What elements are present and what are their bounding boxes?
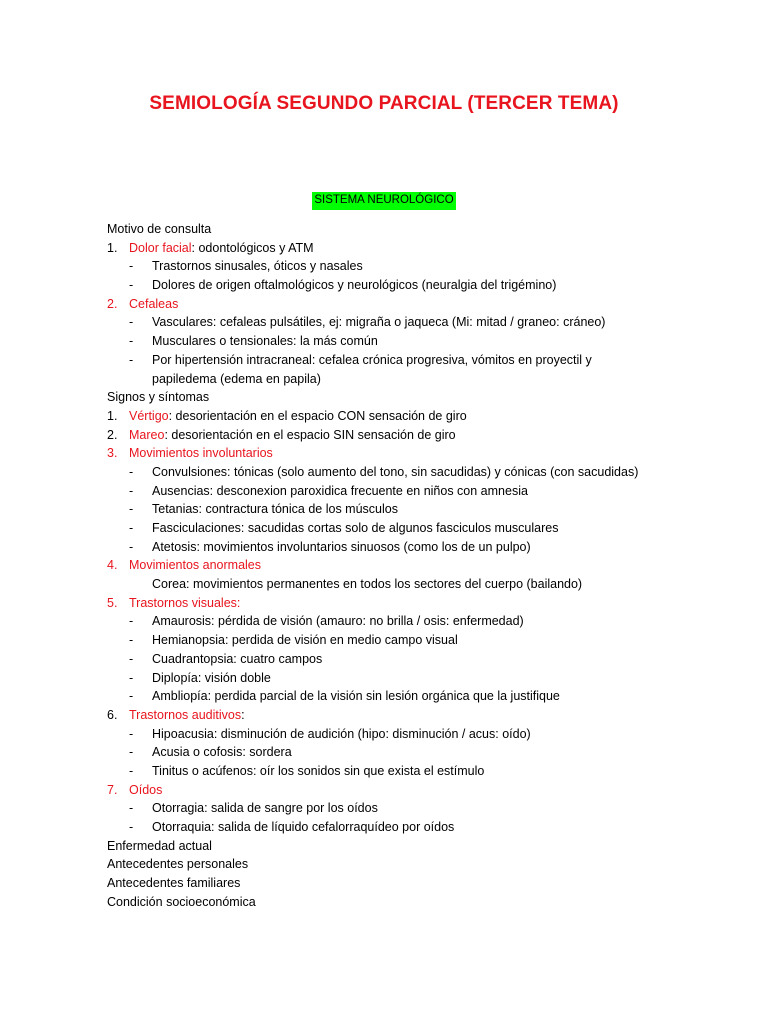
item-number: 1. [107,408,118,423]
motivo-heading: Motivo de consulta [107,222,212,236]
item-label: Trastornos auditivos [129,707,242,722]
section-heading: SISTEMA NEUROLÓGICO [312,192,455,210]
sub-item-text: Dolores de origen oftalmológicos y neurológicos (neuralgia del trigémino) [152,278,557,293]
item-number: 3. [107,446,118,461]
sub-item-plain: Corea: movimientos permanentes en todos los sectores del cuerpo (bailando) [152,577,583,592]
bullet: - [129,539,134,554]
sub-item-text: Atetosis: movimientos involuntarios sinuosos (como los de un pulpo) [152,539,531,554]
bullet: - [129,726,134,741]
sub-item-text: Tinitus o acúfenos: oír los sonidos sin que exista el estímulo [152,763,485,778]
sub-item-text: Por hipertensión intracraneal: cefalea crónica progresiva, vómitos en proyectil y [152,352,592,367]
bullet: - [129,651,134,666]
sub-item-text: Otorragia: salida de sangre por los oídos [152,801,378,816]
signos-heading: Signos y síntomas [107,390,210,405]
sub-item [107,538,707,557]
item-text: : [241,707,245,722]
bullet: - [129,483,134,498]
item-number: 7. [107,782,118,797]
sub-item-text: Amaurosis: pérdida de visión (amauro: no brilla / osis: enfermedad) [152,614,524,629]
sub-item-continuation: papiledema (edema en papila) [152,371,321,386]
item-label: Dolor facial [129,240,192,255]
sub-item [107,762,707,781]
section-heading-wrap [0,192,768,210]
list-item [107,444,707,463]
sub-item [107,332,707,351]
list-item [107,556,707,575]
sub-item [107,257,707,276]
list-item [107,295,707,314]
sub-item-text: Trastornos sinusales, óticos y nasales [152,259,363,274]
item-number: 6. [107,707,118,722]
bullet: - [129,259,134,274]
sub-item-text: Vasculares: cefaleas pulsátiles, ej: migraña o jaqueca (Mi: mitad / graneo: cráneo) [152,315,606,330]
sub-item-text: Tetanias: contractura tónica de los músculos [152,502,398,517]
sub-item-text: Acusia o cofosis: sordera [152,745,292,760]
content-body [107,220,707,911]
bullet: - [129,689,134,704]
bullet: - [129,352,134,367]
list-item [107,239,707,258]
item-label: Movimientos anormales [129,558,261,573]
bullet: - [129,633,134,648]
sub-item-text: Ambliopía: perdida parcial de la visión sin lesión orgánica que la justifique [152,689,560,704]
sub-item-text: Otorraquia: salida de líquido cefalorraquídeo por oídos [152,820,455,834]
list-item [107,594,707,613]
sub-item [107,725,707,744]
list-item [107,426,707,445]
sub-item [107,818,707,837]
sub-item [107,743,707,762]
heading-antecedentes-personales: Antecedentes personales [107,857,249,872]
bullet: - [129,502,134,517]
item-number: 2. [107,296,118,311]
sub-item-text: Cuadrantopsia: cuatro campos [152,651,323,666]
item-number: 2. [107,427,118,442]
bullet: - [129,745,134,760]
sub-item-text: Ausencias: desconexion paroxidica frecuente en niños con amnesia [152,483,528,498]
bullet: - [129,521,134,535]
sub-item [107,799,707,818]
sub-item-text: Fasciculaciones: sacudidas cortas solo de algunos fasciculos musculares [152,521,559,535]
page-title: SEMIOLOGÍA SEGUNDO PARCIAL (TERCER TEMA) [149,93,619,114]
bullet: - [129,801,134,816]
bullet: - [129,614,134,629]
heading-enfermedad-actual: Enfermedad actual [107,838,212,853]
sub-item-text: Hemianopsia: perdida de visión en medio campo visual [152,633,458,648]
sub-item [107,612,707,631]
item-label: Movimientos involuntarios [129,446,273,461]
sub-item [107,669,707,688]
item-text: : desorientación en el espacio CON sensación de giro [168,408,467,423]
sub-item [107,687,707,706]
sub-item-text: Musculares o tensionales: la más común [152,334,378,349]
item-label: Oídos [129,782,163,797]
item-text: : odontológicos y ATM [191,240,314,255]
sub-item-text: Hipoacusia: disminución de audición (hipo: disminución / acus: oído) [152,726,531,741]
bullet: - [129,464,134,479]
bullet: - [129,315,134,330]
list-item [107,407,707,426]
list-item [107,781,707,800]
bullet: - [129,820,134,834]
sub-item [107,500,707,519]
bullet: - [129,278,134,293]
sub-item [107,650,707,669]
item-number: 1. [107,240,118,255]
bullet: - [129,334,134,349]
item-text: : desorientación en el espacio SIN sensación de giro [164,427,456,442]
bullet: - [129,763,134,778]
item-number: 4. [107,558,118,573]
sub-item-text: Diplopía: visión doble [152,670,271,685]
list-item [107,706,707,725]
sub-item [107,463,707,482]
heading-condicion-socioeconomica: Condición socioeconómica [107,894,256,909]
bullet: - [129,670,134,685]
sub-item [107,276,707,295]
sub-item [107,482,707,501]
item-label: Trastornos visuales: [129,595,241,610]
sub-item-text: Convulsiones: tónicas (solo aumento del tono, sin sacudidas) y cónicas (con sacudidas) [152,464,639,479]
sub-item [107,351,707,370]
item-label: Cefaleas [129,296,179,311]
sub-item [107,519,707,538]
item-number: 5. [107,595,118,610]
heading-antecedentes-familiares: Antecedentes familiares [107,876,241,891]
sub-item [107,631,707,650]
item-label: Mareo [129,427,165,442]
item-label: Vértigo [129,408,169,423]
sub-item [107,313,707,332]
